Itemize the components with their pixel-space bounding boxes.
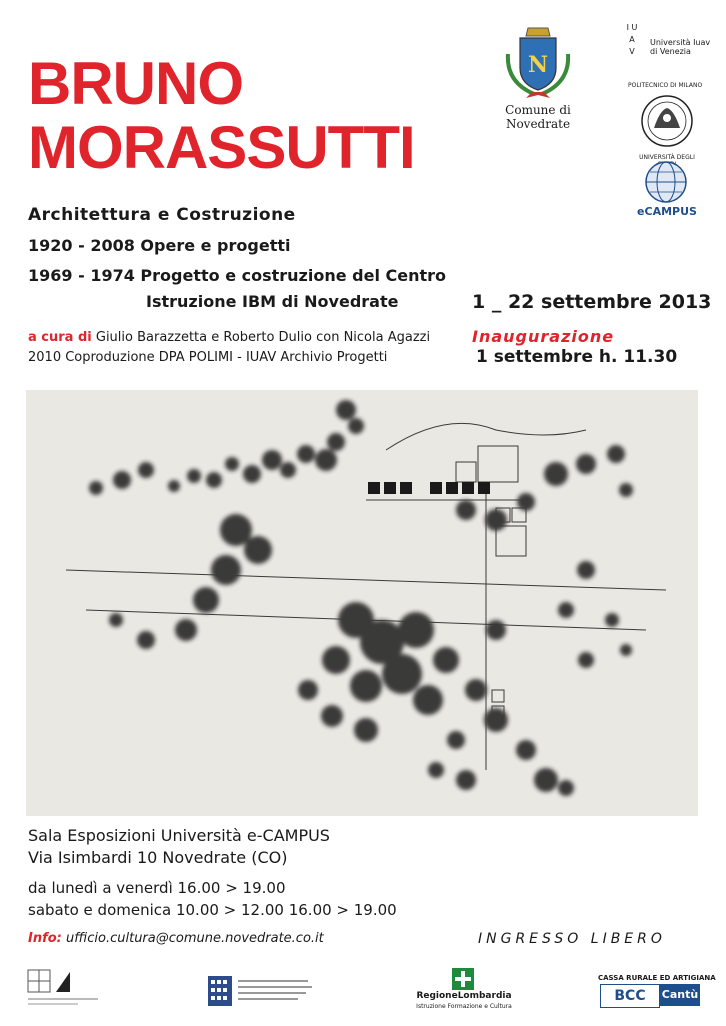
venue-line1: Sala Esposizioni Università e-CAMPUS <box>28 826 330 845</box>
comune-name <box>498 103 578 131</box>
cantu-box <box>660 984 700 1006</box>
regione-cross-icon <box>452 968 474 990</box>
exhibition-dates: 1 _ 22 settembre 2013 <box>472 291 712 313</box>
opening-time: 1 settembre h. 11.30 <box>476 347 678 367</box>
comune-name-l1: Comune di <box>505 103 571 117</box>
venue-line2: Via Isimbardi 10 Novedrate (CO) <box>28 848 288 867</box>
ecampus-top: UNIVERSITÀ DEGLI <box>639 154 695 161</box>
plan-blocks <box>368 482 490 494</box>
regione-name: RegioneLombardia <box>416 991 512 1001</box>
subtitle-main: Architettura e Costruzione <box>28 205 296 225</box>
info-line <box>28 931 324 946</box>
ecampus-name: eCAMPUS <box>637 205 697 218</box>
iuav-letters: I U A V <box>626 23 638 56</box>
polimi-seal-icon <box>640 94 694 148</box>
info-label: Info: <box>28 931 62 946</box>
subtitle-years2b: Istruzione IBM di Novedrate <box>146 292 399 311</box>
curators-names: Giulio Barazzetta e Roberto Dulio con Nicola Agazzi <box>91 330 431 345</box>
ecampus-globe-icon <box>644 160 688 204</box>
artwork-image <box>26 390 698 816</box>
title-line1: BRUNO <box>28 50 243 117</box>
entry-free: INGRESSO LIBERO <box>478 931 666 947</box>
iuav-name-l1: Università Iuav <box>650 38 711 47</box>
dpa-logo-icon <box>26 968 106 1008</box>
title-line2: MORASSUTTI <box>28 114 415 181</box>
info-email[interactable]: ufficio.cultura@comune.novedrate.co.it <box>61 931 324 946</box>
regione-sub: Istruzione Formazione e Cultura <box>416 1003 512 1010</box>
hours-weekday: da lunedì a venerdì 16.00 > 19.00 <box>28 879 286 897</box>
bcc-top: CASSA RURALE ED ARTIGIANA <box>598 974 716 982</box>
hours-weekend: sabato e domenica 10.00 > 12.00 16.00 > 19.00 <box>28 901 397 919</box>
cantu-name: Cantù <box>661 988 699 1001</box>
ink-blots <box>89 400 633 796</box>
bcc-name: BCC <box>614 988 646 1004</box>
svg-text:N: N <box>527 52 549 78</box>
iuav-name <box>650 38 710 56</box>
iuav-name-l2: di Venezia <box>650 47 691 56</box>
opening-label: Inaugurazione <box>472 327 615 346</box>
curators-line <box>28 330 430 345</box>
ordine-architetti-logo-icon <box>206 974 316 1010</box>
subtitle-years1: 1920 - 2008 Opere e progetti <box>28 236 291 255</box>
comune-name-l2: Novedrate <box>505 117 571 131</box>
site-plan-drawing <box>26 390 698 816</box>
comune-logo <box>498 24 578 131</box>
subtitle-years2: 1969 - 1974 Progetto e costruzione del Centro <box>28 266 447 285</box>
coproduction-line: 2010 Coproduzione DPA POLIMI - IUAV Archivio Progetti <box>28 350 388 365</box>
polimi-name: POLITECNICO DI MILANO <box>628 82 703 89</box>
bcc-box <box>600 984 660 1008</box>
curators-prefix: a cura di <box>28 330 92 345</box>
comune-crest-icon <box>498 24 578 99</box>
